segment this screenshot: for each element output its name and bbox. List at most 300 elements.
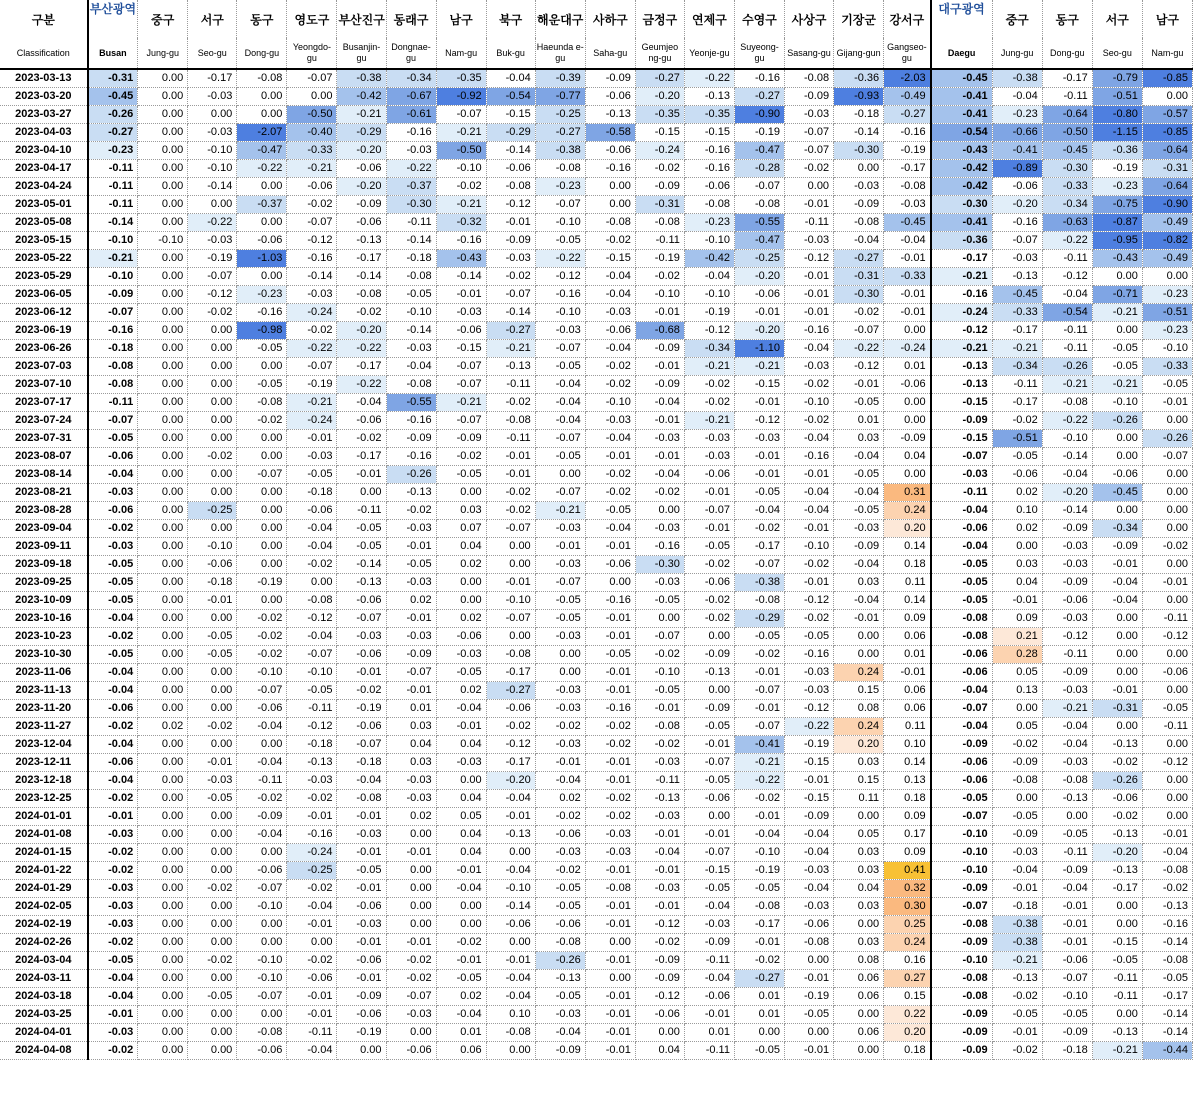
value-cell: -0.13 [684, 664, 734, 682]
value-cell: -0.02 [287, 880, 337, 898]
value-cell: -0.15 [684, 862, 734, 880]
value-cell: -0.03 [88, 484, 138, 502]
table-row [0, 142, 1193, 160]
value-cell: -0.06 [585, 556, 635, 574]
value-cell: 0.00 [386, 862, 436, 880]
value-cell: -0.30 [386, 196, 436, 214]
row-date: 2023-05-08 [0, 214, 88, 232]
value-cell: -1.10 [734, 340, 784, 358]
value-cell: -0.04 [88, 988, 138, 1006]
value-cell: -0.04 [287, 538, 337, 556]
column-header-en: Yeongdo-gu [287, 38, 337, 69]
value-cell: 0.00 [237, 592, 287, 610]
value-cell: -0.25 [287, 862, 337, 880]
value-cell: -0.02 [188, 448, 237, 466]
value-cell: -0.17 [734, 538, 784, 556]
value-cell: -0.10 [188, 160, 237, 178]
value-cell: 0.00 [138, 862, 188, 880]
value-cell: -0.12 [535, 268, 585, 286]
value-cell: -0.17 [1142, 988, 1192, 1006]
value-cell: -0.23 [992, 106, 1042, 124]
value-cell: -0.01 [585, 448, 635, 466]
table-row [0, 754, 1193, 772]
value-cell: -0.16 [237, 304, 287, 322]
value-cell: 0.00 [635, 502, 684, 520]
value-cell: -0.47 [734, 232, 784, 250]
value-cell: -0.08 [237, 69, 287, 88]
table-row [0, 214, 1193, 232]
value-cell: -0.08 [585, 214, 635, 232]
value-cell: 0.00 [436, 592, 486, 610]
value-cell: 0.00 [138, 304, 188, 322]
value-cell: 0.01 [734, 1006, 784, 1024]
value-cell: 0.00 [337, 484, 386, 502]
value-cell: -0.09 [237, 808, 287, 826]
value-cell: 0.25 [884, 916, 931, 934]
value-cell: -0.05 [635, 682, 684, 700]
value-cell: -0.27 [635, 69, 684, 88]
value-cell: -0.17 [992, 322, 1042, 340]
value-cell: -0.06 [585, 322, 635, 340]
value-cell: -0.08 [1142, 862, 1192, 880]
value-cell: -0.17 [734, 916, 784, 934]
value-cell: -0.10 [237, 664, 287, 682]
value-cell: -0.06 [337, 160, 386, 178]
column-header-ko: 기장군 [834, 0, 884, 38]
value-cell: -0.31 [88, 69, 138, 88]
table-body [0, 69, 1193, 1060]
value-cell: -0.04 [88, 610, 138, 628]
value-cell: -0.04 [287, 520, 337, 538]
value-cell: 0.00 [585, 196, 635, 214]
value-cell: -0.13 [931, 376, 993, 394]
column-header-ko: 중구 [992, 0, 1042, 38]
value-cell: -0.04 [1092, 592, 1142, 610]
value-cell: -0.07 [535, 574, 585, 592]
value-cell: 0.00 [785, 178, 834, 196]
value-cell: -0.11 [88, 196, 138, 214]
value-cell: -0.02 [734, 520, 784, 538]
row-date: 2023-08-21 [0, 484, 88, 502]
value-cell: -0.04 [1042, 718, 1092, 736]
value-cell: 0.00 [1142, 592, 1192, 610]
value-cell: -0.02 [785, 412, 834, 430]
value-cell: -0.13 [1092, 736, 1142, 754]
value-cell: -0.05 [1142, 970, 1192, 988]
value-cell: -0.01 [386, 538, 436, 556]
value-cell: -0.08 [734, 898, 784, 916]
value-cell: -0.02 [237, 412, 287, 430]
value-cell: -0.15 [785, 754, 834, 772]
value-cell: -0.05 [535, 898, 585, 916]
value-cell: -0.01 [436, 952, 486, 970]
value-cell: -0.26 [1092, 412, 1142, 430]
value-cell: -0.19 [337, 1024, 386, 1042]
value-cell: -1.03 [237, 250, 287, 268]
value-cell: -0.04 [585, 520, 635, 538]
value-cell: -2.03 [884, 69, 931, 88]
value-cell: 0.24 [834, 718, 884, 736]
value-cell: -0.19 [635, 250, 684, 268]
value-cell: -0.03 [992, 250, 1042, 268]
value-cell: -0.27 [734, 970, 784, 988]
value-cell: -0.03 [785, 664, 834, 682]
value-cell: -0.01 [585, 610, 635, 628]
value-cell: -0.33 [884, 268, 931, 286]
table-row [0, 646, 1193, 664]
value-cell: -0.10 [1142, 340, 1192, 358]
value-cell: -0.07 [237, 880, 287, 898]
row-date: 2023-12-04 [0, 736, 88, 754]
value-cell: -0.04 [436, 880, 486, 898]
value-cell: -0.01 [884, 286, 931, 304]
table-row [0, 484, 1193, 502]
value-cell: -0.02 [486, 268, 535, 286]
value-cell: -0.42 [931, 160, 993, 178]
table-row [0, 466, 1193, 484]
value-cell: -0.02 [287, 322, 337, 340]
value-cell: -0.10 [386, 304, 436, 322]
value-cell: -0.02 [585, 736, 635, 754]
value-cell: -0.01 [635, 898, 684, 916]
table-row [0, 1042, 1193, 1060]
value-cell: -0.03 [386, 142, 436, 160]
value-cell: -0.07 [486, 286, 535, 304]
value-cell: -0.04 [436, 700, 486, 718]
table-row [0, 268, 1193, 286]
value-cell: -0.02 [635, 484, 684, 502]
value-cell: -0.06 [486, 160, 535, 178]
table-row [0, 592, 1193, 610]
value-cell: -0.04 [535, 376, 585, 394]
value-cell: 0.00 [188, 898, 237, 916]
value-cell: 0.18 [884, 1042, 931, 1060]
value-cell: -0.09 [931, 736, 993, 754]
value-cell: -0.37 [237, 196, 287, 214]
value-cell: -0.10 [535, 304, 585, 322]
value-cell: -0.25 [535, 106, 585, 124]
value-cell: -0.03 [535, 628, 585, 646]
value-cell: -0.04 [337, 394, 386, 412]
value-cell: -0.37 [386, 178, 436, 196]
value-cell: -0.24 [287, 304, 337, 322]
value-cell: 0.02 [992, 484, 1042, 502]
value-cell: -0.19 [287, 376, 337, 394]
value-cell: -0.05 [734, 1042, 784, 1060]
value-cell: -0.04 [535, 394, 585, 412]
value-cell: -0.11 [1142, 718, 1192, 736]
row-date: 2023-10-30 [0, 646, 88, 664]
value-cell: -0.07 [992, 232, 1042, 250]
value-cell: -0.01 [337, 664, 386, 682]
row-date: 2023-06-05 [0, 286, 88, 304]
value-cell: 0.02 [992, 520, 1042, 538]
value-cell: -0.05 [237, 340, 287, 358]
value-cell: -0.21 [88, 250, 138, 268]
value-cell: 0.03 [834, 898, 884, 916]
value-cell: -0.36 [834, 69, 884, 88]
value-cell: -0.15 [931, 430, 993, 448]
value-cell: -0.20 [1042, 484, 1092, 502]
value-cell: 0.00 [486, 538, 535, 556]
value-cell: -0.01 [992, 592, 1042, 610]
value-cell: -0.23 [237, 286, 287, 304]
value-cell: -0.01 [635, 826, 684, 844]
value-cell: 0.00 [834, 646, 884, 664]
value-cell: 0.10 [992, 502, 1042, 520]
value-cell: -0.04 [337, 772, 386, 790]
value-cell: 0.00 [188, 430, 237, 448]
table-row [0, 700, 1193, 718]
value-cell: 0.14 [884, 538, 931, 556]
value-cell: -0.11 [287, 700, 337, 718]
value-cell: -0.04 [931, 538, 993, 556]
value-cell: -0.02 [585, 808, 635, 826]
value-cell: -0.02 [436, 934, 486, 952]
value-cell: -0.17 [337, 250, 386, 268]
value-cell: 0.11 [884, 718, 931, 736]
value-cell: -0.21 [436, 394, 486, 412]
value-cell: -0.41 [931, 88, 993, 106]
value-cell: -0.10 [188, 142, 237, 160]
value-cell: -0.47 [734, 142, 784, 160]
value-cell: -0.07 [88, 304, 138, 322]
value-cell: -0.05 [436, 664, 486, 682]
value-cell: 0.00 [585, 934, 635, 952]
value-cell: -0.03 [535, 844, 585, 862]
value-cell: 0.00 [138, 808, 188, 826]
value-cell: 0.00 [138, 430, 188, 448]
value-cell: -0.09 [931, 1042, 993, 1060]
value-cell: -0.64 [1042, 106, 1092, 124]
value-cell: -0.05 [386, 286, 436, 304]
table-row [0, 376, 1193, 394]
value-cell: 0.00 [535, 646, 585, 664]
value-cell: -0.01 [287, 1006, 337, 1024]
value-cell: -0.09 [992, 754, 1042, 772]
value-cell: -0.02 [88, 844, 138, 862]
column-header-ko: 남구 [436, 0, 486, 38]
value-cell: 0.00 [138, 790, 188, 808]
value-cell: -0.04 [785, 484, 834, 502]
value-cell: -0.07 [785, 142, 834, 160]
value-cell: -0.13 [337, 232, 386, 250]
value-cell: -0.06 [88, 754, 138, 772]
value-cell: -0.55 [386, 394, 436, 412]
value-cell: -0.14 [386, 232, 436, 250]
value-cell: -0.22 [834, 340, 884, 358]
value-cell: -0.29 [337, 124, 386, 142]
value-cell: -0.19 [684, 304, 734, 322]
value-cell: -0.34 [1092, 520, 1142, 538]
value-cell: 0.00 [486, 934, 535, 952]
value-cell: -0.23 [1142, 322, 1192, 340]
value-cell: -0.03 [585, 412, 635, 430]
value-cell: -0.01 [585, 1042, 635, 1060]
column-header-en: Busan [88, 38, 138, 69]
value-cell: 0.04 [436, 826, 486, 844]
value-cell: -0.13 [585, 106, 635, 124]
value-cell: -0.07 [436, 358, 486, 376]
value-cell: -0.12 [188, 286, 237, 304]
value-cell: -0.04 [287, 898, 337, 916]
table-row [0, 826, 1193, 844]
value-cell: 0.00 [138, 448, 188, 466]
value-cell: -0.08 [337, 790, 386, 808]
value-cell: -0.13 [931, 358, 993, 376]
value-cell: 0.00 [188, 808, 237, 826]
value-cell: -0.05 [188, 790, 237, 808]
value-cell: -0.02 [237, 610, 287, 628]
value-cell: -0.12 [635, 916, 684, 934]
value-cell: -0.06 [931, 664, 993, 682]
value-cell: -0.08 [635, 718, 684, 736]
value-cell: -0.09 [1092, 538, 1142, 556]
row-date: 2023-10-23 [0, 628, 88, 646]
value-cell: -0.07 [785, 124, 834, 142]
value-cell: -0.16 [287, 250, 337, 268]
value-cell: -0.04 [734, 826, 784, 844]
value-cell: -0.04 [785, 340, 834, 358]
value-cell: 0.00 [138, 1024, 188, 1042]
value-cell: 0.02 [436, 556, 486, 574]
value-cell: -0.04 [684, 268, 734, 286]
value-cell: -0.23 [1092, 178, 1142, 196]
value-cell: -0.80 [1092, 106, 1142, 124]
value-cell: -0.13 [386, 484, 436, 502]
value-cell: 0.00 [188, 862, 237, 880]
value-cell: -0.03 [436, 646, 486, 664]
value-cell: -0.04 [486, 69, 535, 88]
value-cell: -0.07 [337, 610, 386, 628]
value-cell: -0.03 [535, 520, 585, 538]
value-cell: 0.00 [138, 844, 188, 862]
value-cell: -0.47 [237, 142, 287, 160]
value-cell: -0.71 [1092, 286, 1142, 304]
value-cell: -0.21 [684, 358, 734, 376]
row-date: 2023-08-14 [0, 466, 88, 484]
value-cell: 0.00 [237, 106, 287, 124]
row-date: 2024-02-19 [0, 916, 88, 934]
value-cell: -0.14 [1142, 1006, 1192, 1024]
value-cell: -0.10 [237, 952, 287, 970]
value-cell: 0.00 [237, 556, 287, 574]
row-date: 2024-02-26 [0, 934, 88, 952]
value-cell: -0.04 [635, 844, 684, 862]
value-cell: -0.03 [88, 1024, 138, 1042]
value-cell: -0.08 [88, 376, 138, 394]
value-cell: -0.01 [992, 880, 1042, 898]
value-cell: -0.11 [992, 376, 1042, 394]
value-cell: -0.04 [88, 466, 138, 484]
value-cell: 0.03 [834, 934, 884, 952]
value-cell: 0.00 [992, 790, 1042, 808]
value-cell: -0.11 [88, 178, 138, 196]
value-cell: 0.00 [188, 340, 237, 358]
value-cell: -0.25 [734, 250, 784, 268]
column-header-ko: 동구 [1042, 0, 1092, 38]
value-cell: -0.17 [992, 394, 1042, 412]
value-cell: -0.35 [684, 106, 734, 124]
value-cell: -0.04 [287, 1042, 337, 1060]
value-cell: 0.00 [1142, 682, 1192, 700]
value-cell: -0.05 [992, 448, 1042, 466]
value-cell: -0.08 [734, 196, 784, 214]
value-cell: -0.15 [436, 340, 486, 358]
value-cell: -0.26 [88, 106, 138, 124]
column-header-en: Geumjeo ng-gu [635, 38, 684, 69]
value-cell: 0.00 [436, 916, 486, 934]
value-cell: -0.19 [337, 700, 386, 718]
value-cell: -0.06 [337, 898, 386, 916]
value-cell: -0.34 [992, 358, 1042, 376]
value-cell: -0.01 [386, 934, 436, 952]
value-cell: -0.05 [931, 574, 993, 592]
value-cell: -0.10 [785, 394, 834, 412]
value-cell: -0.09 [785, 808, 834, 826]
value-cell: 0.00 [1142, 790, 1192, 808]
value-cell: -0.22 [237, 160, 287, 178]
row-date: 2024-04-08 [0, 1042, 88, 1060]
value-cell: -0.01 [734, 934, 784, 952]
value-cell: 0.00 [138, 664, 188, 682]
value-cell: -0.09 [684, 646, 734, 664]
value-cell: -0.08 [486, 646, 535, 664]
value-cell: 0.00 [237, 934, 287, 952]
value-cell: -0.21 [1092, 304, 1142, 322]
value-cell: -0.35 [436, 69, 486, 88]
value-cell: -0.92 [436, 88, 486, 106]
table-row [0, 610, 1193, 628]
value-cell: -0.03 [834, 178, 884, 196]
value-cell: -0.10 [931, 826, 993, 844]
value-cell: 0.00 [138, 556, 188, 574]
value-cell: -0.20 [734, 268, 784, 286]
value-cell: -0.07 [734, 718, 784, 736]
value-cell: -0.27 [486, 322, 535, 340]
value-cell: 0.04 [992, 574, 1042, 592]
value-cell: 0.00 [237, 520, 287, 538]
value-cell: -0.03 [436, 304, 486, 322]
value-cell: -0.03 [992, 844, 1042, 862]
value-cell: 0.00 [237, 214, 287, 232]
table-row [0, 502, 1193, 520]
value-cell: -0.11 [1042, 88, 1092, 106]
value-cell: -0.04 [88, 664, 138, 682]
value-cell: -0.02 [88, 790, 138, 808]
value-cell: -0.45 [931, 69, 993, 88]
value-cell: 0.28 [992, 646, 1042, 664]
value-cell: 0.00 [1092, 1006, 1142, 1024]
value-cell: -0.14 [834, 124, 884, 142]
value-cell: -0.08 [785, 69, 834, 88]
value-cell: -0.02 [684, 556, 734, 574]
value-cell: -0.82 [1142, 232, 1192, 250]
value-cell: -0.03 [287, 286, 337, 304]
row-date: 2024-03-18 [0, 988, 88, 1006]
value-cell: 0.00 [386, 880, 436, 898]
value-cell: -0.02 [585, 718, 635, 736]
value-cell: -0.54 [1042, 304, 1092, 322]
value-cell: -0.02 [88, 934, 138, 952]
value-cell: 0.13 [884, 772, 931, 790]
header-classification-en: Classification [0, 38, 88, 69]
value-cell: -0.09 [1042, 862, 1092, 880]
value-cell: 0.00 [1092, 718, 1142, 736]
row-date: 2023-05-15 [0, 232, 88, 250]
table-row [0, 664, 1193, 682]
value-cell: 0.00 [188, 196, 237, 214]
